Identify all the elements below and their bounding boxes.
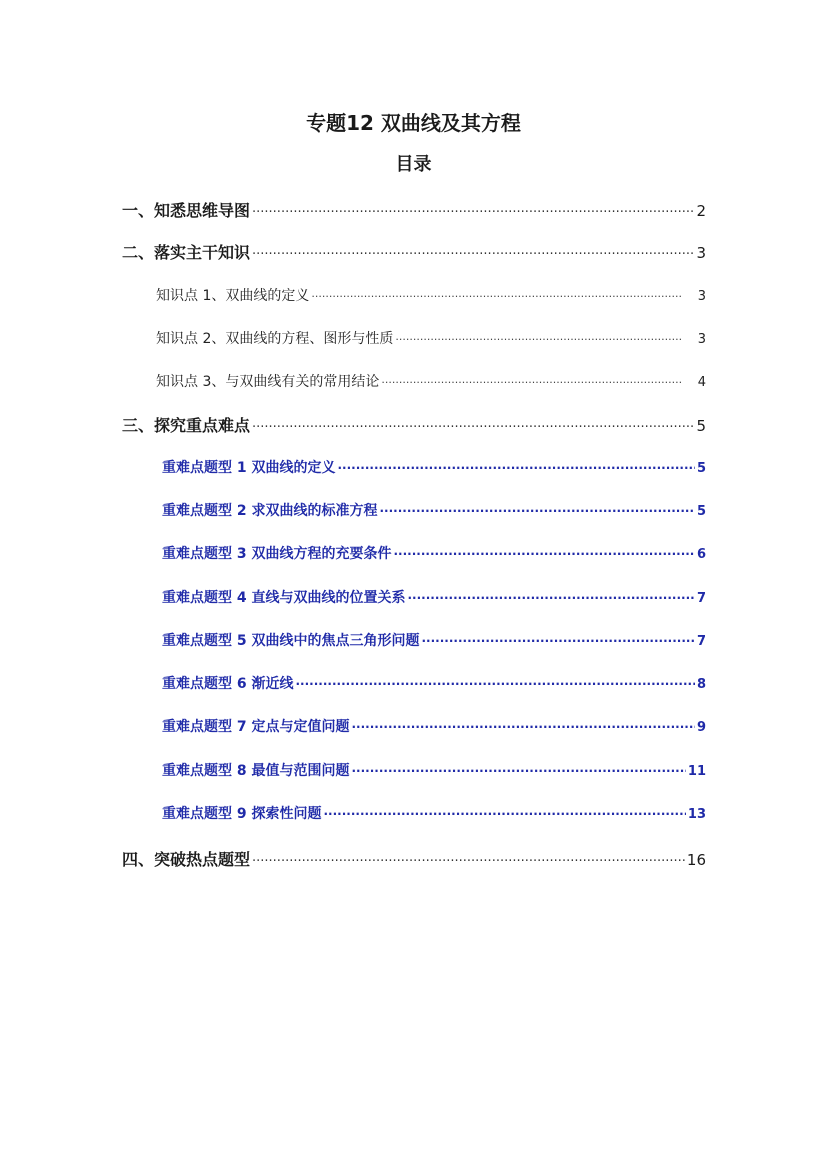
toc-entry-s2[interactable] (122, 241, 706, 267)
toc-entry-t6[interactable] (162, 673, 706, 696)
toc-entry-s3[interactable] (122, 414, 706, 440)
toc-entry-t7[interactable] (162, 716, 706, 739)
toc-leader-dots (394, 543, 695, 565)
toc-entry-label: 一、知悉思维导图 (122, 201, 251, 220)
toc-leader-dots (352, 716, 695, 738)
toc-entry-page: 16 (686, 851, 706, 869)
toc-leader-dots (252, 850, 685, 874)
toc-entry-label: 二、落实主干知识 (122, 243, 251, 262)
toc-leader-dots (352, 760, 686, 782)
toc-entry-s4[interactable] (122, 848, 706, 874)
toc-leader-dots (408, 587, 695, 609)
toc-entry-page: 9 (696, 720, 706, 735)
toc-heading: 目录 (395, 154, 432, 175)
toc-leader-dots (296, 673, 695, 695)
toc-entry-t1[interactable] (162, 457, 706, 480)
page-title: 专题12 双曲线及其方程 (306, 111, 521, 135)
toc-entry-k1[interactable] (156, 285, 706, 308)
toc-entry-t3[interactable] (162, 543, 706, 566)
toc-leader-dots (252, 243, 694, 267)
toc-entry-label: 重难点题型 3 双曲线方程的充要条件 (162, 546, 392, 562)
toc-entry-label: 重难点题型 1 双曲线的定义 (162, 460, 336, 476)
toc-entry-label: 知识点 1、双曲线的定义 (156, 288, 310, 304)
toc-entry-page: 13 (687, 807, 706, 822)
toc-entry-page: 11 (687, 764, 706, 779)
toc-entry-page: 5 (696, 461, 706, 476)
toc-entry-label: 知识点 2、双曲线的方程、图形与性质 (156, 331, 394, 347)
toc-entry-label: 重难点题型 9 探索性问题 (162, 806, 322, 822)
toc-entry-page: 4 (697, 375, 706, 390)
toc-entry-label: 重难点题型 8 最值与范围问题 (162, 763, 350, 779)
toc-entry-label: 三、探究重点难点 (122, 416, 251, 435)
toc-entry-page: 6 (696, 547, 706, 562)
toc-leader-dots (311, 286, 681, 308)
toc-entry-s1[interactable] (122, 199, 706, 225)
toc-entry-page: 8 (696, 677, 706, 692)
toc-leader-dots (381, 372, 681, 394)
toc-leader-dots (422, 630, 695, 652)
toc-leader-dots (252, 201, 694, 225)
toc-leader-dots (252, 416, 694, 440)
toc-entry-k2[interactable] (156, 328, 706, 351)
toc-entry-t4[interactable] (162, 587, 706, 610)
toc-entry-label: 重难点题型 2 求双曲线的标准方程 (162, 503, 378, 519)
toc-entry-t8[interactable] (162, 760, 706, 783)
toc-leader-dots (338, 457, 695, 479)
toc-entry-page: 5 (696, 504, 706, 519)
toc-entry-page: 2 (696, 202, 706, 220)
toc-entry-page: 5 (696, 417, 706, 435)
toc-entry-label: 知识点 3、与双曲线有关的常用结论 (156, 374, 380, 390)
toc-entry-page: 3 (697, 332, 706, 347)
toc-entry-k3[interactable] (156, 371, 706, 394)
toc-entry-label: 重难点题型 7 定点与定值问题 (162, 719, 350, 735)
toc-entry-label: 重难点题型 4 直线与双曲线的位置关系 (162, 590, 406, 606)
toc-entry-page: 3 (696, 244, 706, 262)
toc-leader-dots (324, 803, 686, 825)
toc-entry-page: 3 (697, 289, 706, 304)
toc-leader-dots (395, 329, 681, 351)
toc-entry-label: 重难点题型 5 双曲线中的焦点三角形问题 (162, 633, 420, 649)
toc-entry-t2[interactable] (162, 500, 706, 523)
toc-entry-page: 7 (696, 591, 706, 606)
toc-entry-t5[interactable] (162, 630, 706, 653)
toc-entry-label: 重难点题型 6 渐近线 (162, 676, 294, 692)
toc-entry-label: 四、突破热点题型 (122, 850, 251, 869)
toc-entry-t9[interactable] (162, 803, 706, 826)
toc-leader-dots (380, 500, 695, 522)
toc-entry-page: 7 (696, 634, 706, 649)
